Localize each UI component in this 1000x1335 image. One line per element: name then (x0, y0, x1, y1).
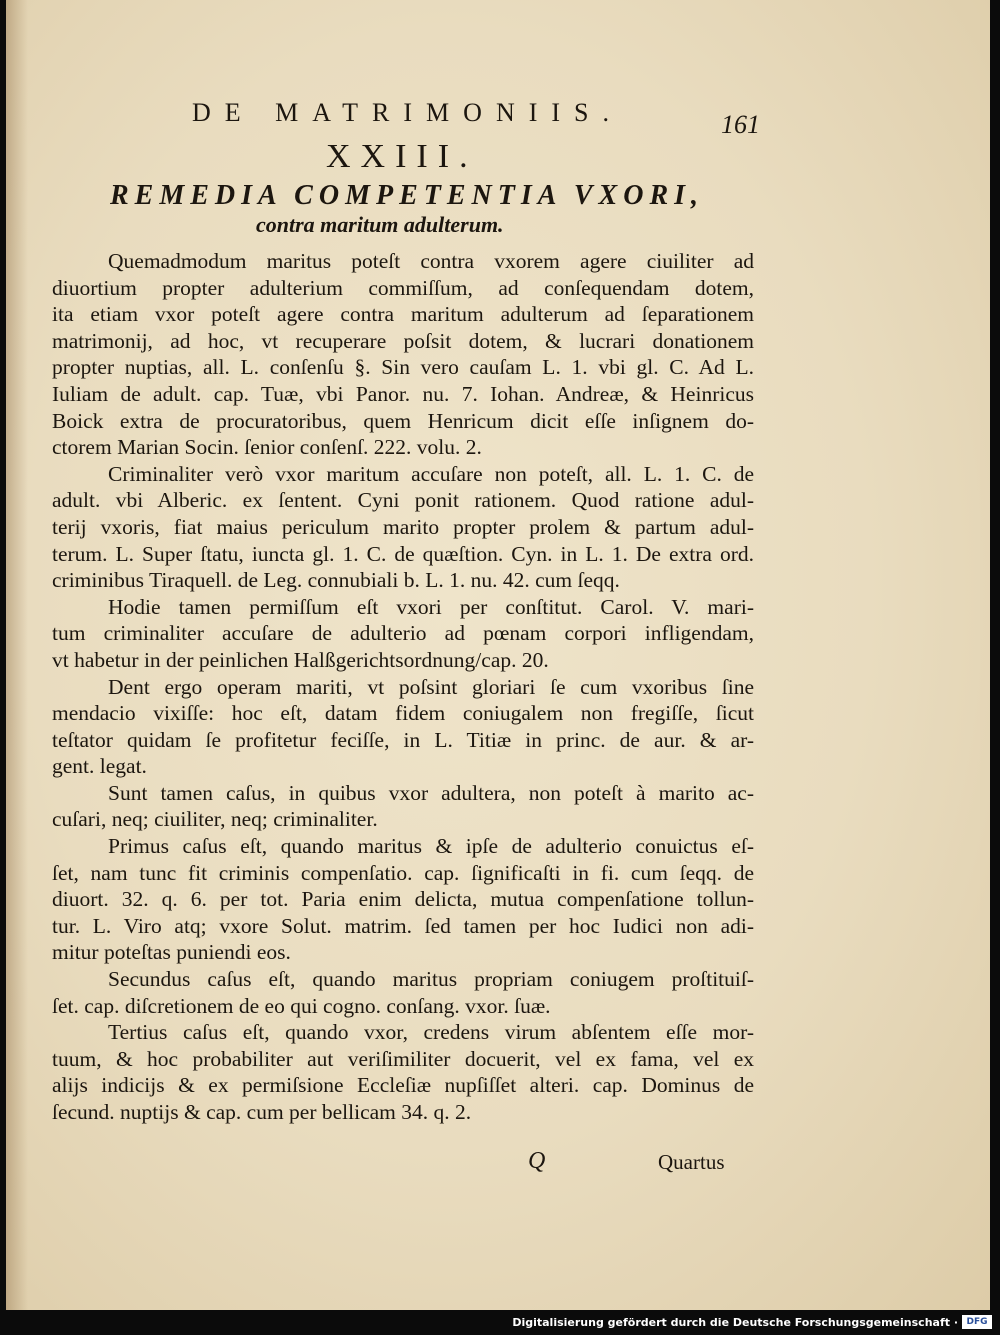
text-line: matrimonij, ad hoc, vt recuperare poſsit dotem, & lucrari donationem (52, 328, 754, 353)
text-line: Criminaliter verò vxor maritum accuſare non poteſt, all. L. 1. C. de (108, 461, 754, 486)
text-line: ſecund. nuptijs & cap. cum per bellicam 34. q. 2. (52, 1100, 472, 1124)
text-line: diuort. 32. q. 6. per tot. Paria enim delicta, mutua compenſatione tollun- (52, 887, 754, 912)
text-line: adult. vbi Alberic. ex ſentent. Cyni ponit rationem. Quod ratione adul- (52, 488, 754, 513)
text-line: mendacio vixiſſe: hoc eſt, datam fidem coniugalem non fregiſſe, ſicut (52, 701, 754, 726)
text-line: Quemadmodum maritus poteſt contra vxorem agere ciuiliter ad (108, 249, 754, 273)
text-line: Hodie tamen permiſſum eſt vxori per conſtitut. Carol. V. mari- (108, 594, 754, 619)
text-line: vt habetur in der peinlichen Halßgerichtsordnung/cap. 20. (52, 647, 549, 672)
text-line: criminibus Tiraquell. de Leg. connubiali b. L. 1. nu. 42. cum ſeqq. (52, 568, 620, 593)
running-head: DE MATRIMONIIS. (192, 98, 623, 127)
text-line: Secundus caſus eſt, quando maritus propriam coniugem proſtituiſ- (108, 967, 754, 992)
text-line: tur. L. Viro atq; vxore Solut. matrim. ſed tamen per hoc Iudici non adi- (52, 913, 754, 938)
dfg-logo: DFG (962, 1315, 992, 1329)
chapter-title: REMEDIA COMPETENTIA VXORI, (110, 180, 705, 211)
text-line: terij vxoris, fiat maius periculum marito propter prolem & partum adul- (52, 514, 754, 539)
text-line: teſtator quidam ſe profitetur feciſſe, in L. Titiæ in princ. de aur. & ar- (52, 727, 754, 752)
text-line: mitur poteſtas puniendi eos. (52, 940, 291, 965)
text-line: Primus caſus eſt, quando maritus & ipſe de adulterio conuictus eſ- (108, 834, 754, 859)
text-line: propter nuptias, all. L. conſenſu §. Sin vero cauſam L. 1. vbi gl. C. Ad L. (52, 355, 754, 380)
book-page (6, 0, 990, 1310)
text-line: tuum, & hoc probabiliter aut veriſimiliter docuerit, vel ex fama, vel ex (52, 1046, 754, 1071)
catchword: Quartus (658, 1150, 725, 1174)
text-line: tum criminaliter accuſare de adulterio ad pœnam corpori infligendam, (52, 621, 754, 646)
text-line: Sunt tamen caſus, in quibus vxor adultera, non poteſt à marito ac- (108, 780, 754, 805)
text-line: Iuliam de adult. cap. Tuæ, vbi Panor. nu. 7. Iohan. Andreæ, & Heinricus (52, 381, 754, 406)
body-text (52, 248, 754, 1126)
text-line: Tertius caſus eſt, quando vxor, credens virum abſentem eſſe mor- (108, 1020, 754, 1045)
page-gutter-shadow (6, 0, 28, 1310)
text-line: ita etiam vxor poteſt agere contra maritum adulterum ad ſeparationem (52, 302, 754, 327)
text-line: ctorem Marian Socin. ſenior conſenſ. 222. volu. 2. (52, 435, 482, 460)
text-line: cuſari, neq; ciuiliter, neq; criminaliter. (52, 807, 378, 832)
text-line: gent. legat. (52, 754, 147, 779)
text-line: terum. L. Super ſtatu, iuncta gl. 1. C. de quæſtion. Cyn. in L. 1. De extra ord. (52, 541, 754, 566)
text-line: alijs indicijs & ex permiſsione Eccleſiæ nupſiſſet alteri. cap. Dominus de (52, 1073, 754, 1098)
signature-mark: Q (528, 1148, 546, 1174)
text-line: ſet, nam tunc fit criminis compenſatio. cap. ſignificaſti in fi. cum ſeqq. de (52, 860, 754, 885)
text-line: Boick extra de procuratoribus, quem Henricum dicit eſſe inſignem do- (52, 408, 754, 433)
text-line: diuortium propter adulterium commiſſum, ad conſequendam dotem, (52, 275, 754, 300)
text-line: Dent ergo operam mariti, vt poſsint gloriari ſe cum vxoribus ſine (108, 674, 754, 699)
chapter-subtitle: contra maritum adulterum. (256, 212, 504, 237)
chapter-number: XXIII. (326, 138, 478, 175)
funding-note: Digitalisierung gefördert durch die Deutsche Forschungsgemeinschaft · (512, 1316, 958, 1329)
page-number: 161 (721, 110, 760, 139)
text-line: ſet. cap. diſcretionem de eo qui cogno. conſang. vxor. ſuæ. (52, 993, 551, 1018)
